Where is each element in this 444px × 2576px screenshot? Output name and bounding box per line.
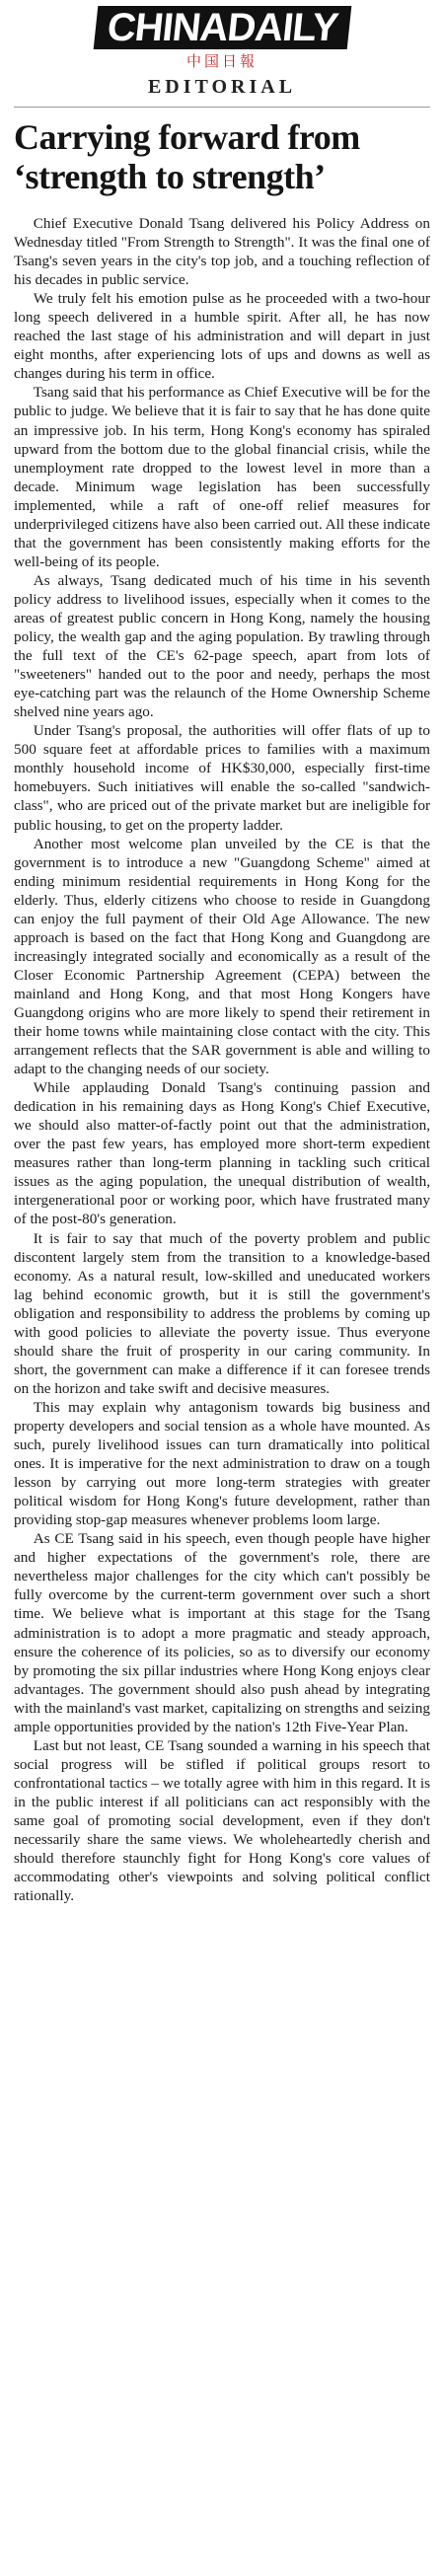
article-body [14, 214, 430, 1905]
paragraph: Chief Executive Donald Tsang delivered his Policy Address on Wednesday titled "From Strength to Strength". It was the final one of Tsang's seven years in the city's top job, and a touching reflection of his decades in public service. [14, 215, 430, 289]
paragraph: Tsang said that his performance as Chief Executive will be for the public to judge. We believe that it is fair to say that he has done quite an impressive job. In his term, Hong Kong's economy has spiraled upward from the bottom due to the global financial crisis, while the unemployment rate dropped to the lowest level in more than a decade. Minimum wage legislation has been successfully implemented, while a raft of one-off relief measures for underprivileged citizens have also been carried out. All these indicate that the government has been consistently making efforts for the well-being of its people. [14, 384, 430, 570]
masthead [14, 0, 430, 108]
paragraph: Last but not least, CE Tsang sounded a warning in his speech that social progress will be stifled if political groups resort to confrontational tactics – we totally agree with him in this regard. It is in the public interest if all politicians can act responsibly with the same goal of promoting social development, even if they don't necessarily share the same views. We wholeheartedly cherish and should therefore staunchly fight for Hong Kong's core values of accommodating other's viewpoints and solving political conflict rationally. [14, 1736, 430, 1905]
paragraph: While applauding Donald Tsang's continuing passion and dedication in his remaining days as Hong Kong's Chief Executive, we should also matter-of-factly point out that the administration, over the past few years, has employed more short-term expedient measures rather than long-term planning in tackling such critical issues as the aging population, the unequal distribution of wealth, intergenerational poor or working poor, which have frustrated many of the post-80's generation. [14, 1079, 430, 1228]
chinese-logo-text: 中国日報 [185, 52, 258, 70]
paragraph: As CE Tsang said in his speech, even though people have higher and higher expectations of the government's role, there are nevertheless major challenges for the city which can't possibly be fully overcome by the current-term government over such a short time. We believe what is important at this stage for the Tsang administration is to adopt a more pragmatic and steady approach, ensure the coherence of its policies, so as to diversify our economy by promoting the six pillar industries where Hong Kong enjoys clear advantages. The government should also push ahead by integrating with the mainland's vast market, capitalizing on strengths and seizing ample opportunities provided by the nation's 12th Five-Year Plan. [14, 1530, 430, 1735]
editorial-article [14, 117, 430, 1905]
paragraph: We truly felt his emotion pulse as he proceeded with a two-hour long speech delivered in a humble spirit. After all, he has now reached the last stage of his administration and will depart in just eight months, after experiencing lots of ups and downs as well as changes during his term in office. [14, 290, 430, 383]
masthead-divider [14, 107, 430, 108]
china-daily-logo: CHINADAILY [93, 6, 351, 49]
paragraph: It is fair to say that much of the poverty problem and public discontent largely stem from the transition to a knowledge-based economy. As a natural result, low-skilled and uneducated workers lag behind economic growth, but it is still the government's obligation and responsibility to address the problems by coming up with good policies to alleviate the poverty issue. Thus everyone should share the fruit of prosperity in our caring community. In short, the government can make a difference if it can foresee trends on the horizon and take swift and decisive measures. [14, 1229, 430, 1397]
headline-line-2: ‘strength to strength’ [14, 157, 326, 196]
paragraph: Under Tsang's proposal, the authorities will offer flats of up to 500 square feet at affordable prices to families with a maximum monthly household income of HK$30,000, especially first-time homebuyers. Such initiatives will enable the so-called "sandwich-class", who are priced out of the private market but are ineligible for public housing, to get on the property ladder. [14, 722, 430, 834]
paragraph: Another most welcome plan unveiled by the CE is that the government is to introduce a new "Guangdong Scheme" aimed at ending minimum residential requirements in Hong Kong for the elderly. Thus, elderly citizens who choose to reside in Guangdong can enjoy the full payment of their Old Age Allowance. The new approach is based on the fact that Hong Kong and Guangdong are increasingly integrated socially and economically as a result of the Closer Economic Partnership Agreement (CEPA) between the mainland and Hong Kong, and that most Hong Kongers have Guangdong origins who are more likely to spend their retirement in their home towns while maintaining close contact with the city. This arrangement reflects that the SAR government is able and willing to adapt to the changing needs of our society. [14, 835, 430, 1078]
paragraph: As always, Tsang dedicated much of his time in his seventh policy address to livelihood issues, especially when it comes to the areas of greatest public concern in Hong Kong, namely the housing policy, the wealth gap and the aging population. By trawling through the full text of the CE's 62-page speech, apart from lots of "sweeteners" handed out to the poor and needy, perhaps the most eye-catching part was the relaunch of the Home Ownership Scheme shelved nine years ago. [14, 571, 430, 721]
section-label: EDITORIAL [147, 76, 297, 98]
headline [14, 117, 430, 196]
headline-line-1: Carrying forward from [14, 117, 360, 157]
paragraph: This may explain why antagonism towards big business and property developers and social tension as a whole have mounted. As such, purely livelihood issues can turn dramatically into political ones. It is imperative for the next administration to draw on a tough lesson by carrying out more long-term strategies with greater political wisdom for Hong Kong's future development, rather than providing stop-gap measures whenever problems loom large. [14, 1398, 430, 1529]
